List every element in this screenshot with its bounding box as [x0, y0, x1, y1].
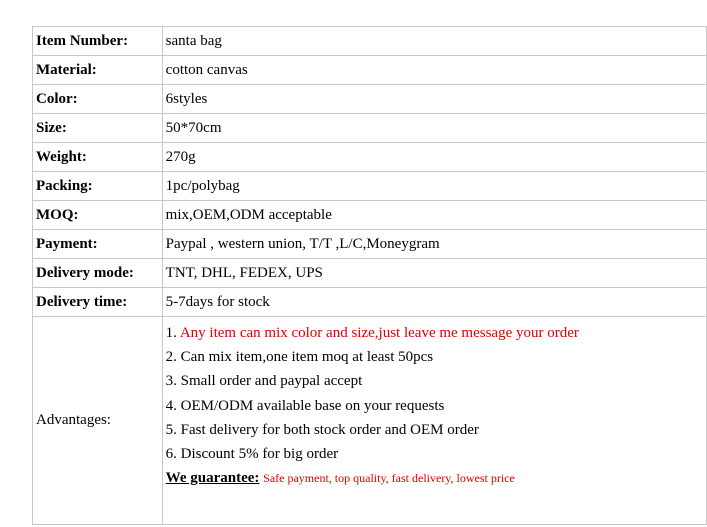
table-row	[33, 259, 707, 288]
row-value-packing: 1pc/polybag	[162, 172, 706, 201]
advantages-list	[162, 317, 706, 525]
row-label-advantages: Advantages:	[33, 317, 163, 525]
advantage-item	[166, 442, 703, 466]
product-spec-table	[32, 26, 707, 525]
table-row	[33, 56, 707, 85]
table-row	[33, 27, 707, 56]
row-label-weight: Weight:	[33, 143, 163, 172]
advantage-number: 5.	[165, 421, 181, 438]
table-row-advantages	[33, 317, 707, 525]
table-row	[33, 114, 707, 143]
guarantee-text: Safe payment, top quality, fast delivery, lowest price	[263, 471, 515, 486]
table-row	[33, 288, 707, 317]
row-value-color: 6styles	[162, 85, 706, 114]
table-row	[33, 143, 707, 172]
row-value-material: cotton canvas	[162, 56, 706, 85]
advantage-number: 4.	[165, 397, 181, 414]
row-label-delivery-time: Delivery time:	[33, 288, 163, 317]
table-row	[33, 85, 707, 114]
advantage-text: Fast delivery for both stock order and OEM order	[180, 421, 479, 438]
table-row	[33, 172, 707, 201]
row-value-size: 50*70cm	[162, 114, 706, 143]
advantage-text: OEM/ODM available base on your requests	[180, 397, 445, 414]
guarantee-line	[166, 466, 703, 490]
advantage-item	[166, 345, 703, 369]
row-value-moq: mix,OEM,ODM acceptable	[162, 201, 706, 230]
advantage-item	[166, 369, 703, 393]
advantage-item	[166, 394, 703, 418]
row-value-delivery-time: 5-7days for stock	[162, 288, 706, 317]
row-value-item-number: santa bag	[162, 27, 706, 56]
advantage-text-highlight: Any item can mix color and size,just leave me message your order	[179, 325, 579, 341]
guarantee-label: We guarantee:	[165, 470, 260, 487]
advantage-text: Discount 5% for big order	[180, 445, 339, 462]
advantage-text: Can mix item,one item moq at least 50pcs	[180, 349, 434, 366]
row-value-weight: 270g	[162, 143, 706, 172]
row-label-color: Color:	[33, 85, 163, 114]
row-value-payment: Paypal , western union, T/T ,L/C,Moneygram	[162, 230, 706, 259]
advantage-item	[166, 418, 703, 442]
row-value-delivery-mode: TNT, DHL, FEDEX, UPS	[162, 259, 706, 288]
row-label-delivery-mode: Delivery mode:	[33, 259, 163, 288]
row-label-moq: MOQ:	[33, 201, 163, 230]
row-label-material: Material:	[33, 56, 163, 85]
advantage-item	[166, 321, 703, 345]
row-label-payment: Payment:	[33, 230, 163, 259]
table-row	[33, 201, 707, 230]
advantage-text: Small order and paypal accept	[180, 373, 363, 390]
advantage-number: 1.	[165, 325, 180, 341]
row-label-size: Size:	[33, 114, 163, 143]
advantage-number: 3.	[165, 373, 181, 390]
advantage-number: 2.	[165, 349, 181, 366]
advantage-number: 6.	[165, 445, 181, 462]
row-label-packing: Packing:	[33, 172, 163, 201]
table-row	[33, 230, 707, 259]
row-label-item-number: Item Number:	[33, 27, 163, 56]
